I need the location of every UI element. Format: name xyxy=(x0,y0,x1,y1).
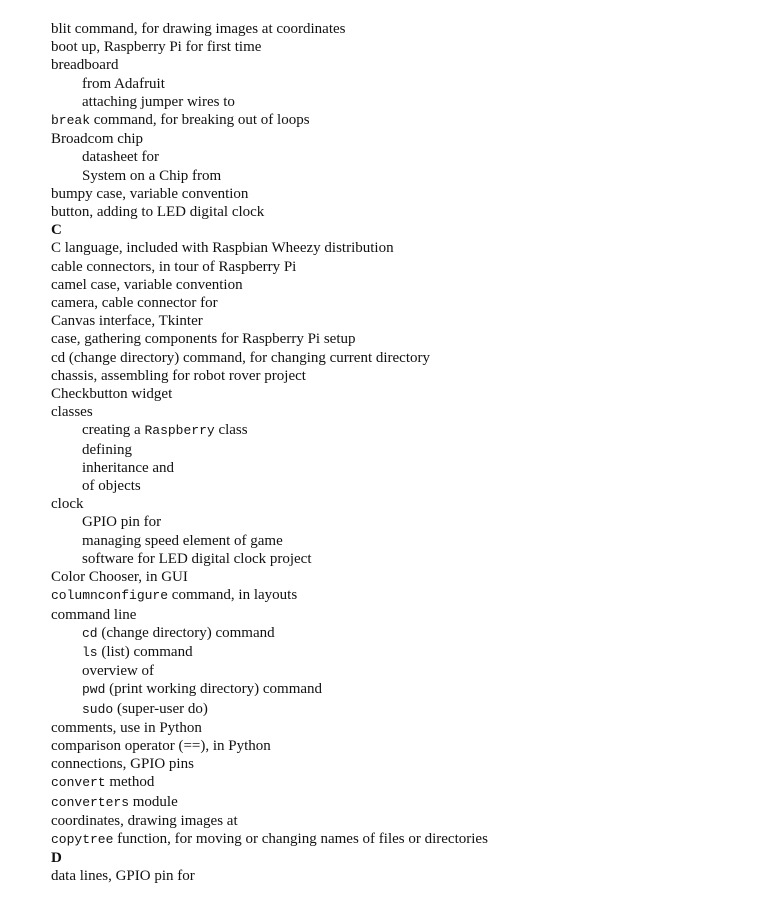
index-subentry xyxy=(51,75,751,93)
index-text: module xyxy=(129,793,178,810)
index-text: Color Chooser, in GUI xyxy=(51,569,188,586)
index-subentry xyxy=(51,662,751,680)
index-text: blit command, for drawing images at coordinates xyxy=(51,21,346,37)
index-entry xyxy=(51,385,751,403)
index-subentry xyxy=(51,167,751,185)
index-entry xyxy=(51,719,751,737)
index-entry xyxy=(51,349,751,367)
index-entry xyxy=(51,773,751,792)
index-entry xyxy=(51,367,751,385)
index-text: camel case, variable convention xyxy=(51,276,243,293)
index-entry xyxy=(51,793,751,812)
index-text: from Adafruit xyxy=(82,75,165,92)
index-text: connections, GPIO pins xyxy=(51,756,194,773)
index-text: (change directory) command xyxy=(97,624,275,641)
index-text: class xyxy=(214,422,248,439)
index-entry xyxy=(51,312,751,330)
index-subentry xyxy=(51,550,751,568)
index-subentry xyxy=(51,624,751,643)
index-text: overview of xyxy=(82,663,155,680)
index-text: of objects xyxy=(82,478,141,495)
index-text: software for LED digital clock project xyxy=(82,550,312,567)
index-text: C xyxy=(51,222,62,239)
index-text: camera, cable connector for xyxy=(51,295,218,312)
index-text: (list) command xyxy=(97,643,193,660)
index-text: System on a Chip from xyxy=(82,167,222,184)
index-letter-heading xyxy=(51,221,751,239)
index-text: attaching jumper wires to xyxy=(82,93,235,110)
index-entry xyxy=(51,203,751,221)
index-code-term: copytree xyxy=(51,831,114,847)
index-subentry xyxy=(51,93,751,111)
index-letter-heading xyxy=(51,849,751,867)
index-text: D xyxy=(51,850,62,867)
index-entry xyxy=(51,812,751,830)
index-text: comments, use in Python xyxy=(51,719,202,736)
index-text: Canvas interface, Tkinter xyxy=(51,313,203,330)
index-entry xyxy=(51,56,751,74)
index-text: classes xyxy=(51,404,93,421)
index-text: defining xyxy=(82,441,132,458)
index-code-term: convert xyxy=(51,775,106,791)
index-code-term: converters xyxy=(51,794,130,810)
index-text: case, gathering components for Raspberry Pi setup xyxy=(51,331,356,348)
index-entry xyxy=(51,330,751,348)
index-code-term: pwd xyxy=(82,682,106,698)
index-text: cable connectors, in tour of Raspberry Pi xyxy=(51,258,297,275)
index-entry xyxy=(51,830,751,849)
index-entry xyxy=(51,737,751,755)
index-text: function, for moving or changing names of files or directories xyxy=(113,830,488,847)
index-subentry xyxy=(51,459,751,477)
index-entry xyxy=(51,755,751,773)
index-entry xyxy=(51,20,751,38)
index-text: bumpy case, variable convention xyxy=(51,185,249,202)
index-entry xyxy=(51,111,751,130)
index-entry xyxy=(51,403,751,421)
index-text: clock xyxy=(51,496,84,513)
index-subentry xyxy=(51,643,751,662)
index-text: button, adding to LED digital clock xyxy=(51,204,265,221)
index-code-term: sudo xyxy=(82,701,114,717)
index-code-term: columnconfigure xyxy=(51,588,169,604)
index-text: command line xyxy=(51,606,137,623)
index-text: (print working directory) command xyxy=(105,681,323,698)
index-text: chassis, assembling for robot rover project xyxy=(51,367,306,384)
index-subentry xyxy=(51,148,751,166)
index-entry xyxy=(51,38,751,56)
index-entry xyxy=(51,586,751,605)
index-text: GPIO pin for xyxy=(82,514,162,531)
index-text: Broadcom chip xyxy=(51,131,144,148)
index-entry xyxy=(51,495,751,513)
index-code-term: Raspberry xyxy=(144,423,215,439)
index-entry xyxy=(51,239,751,257)
index-code-term: break xyxy=(51,113,91,129)
index-entry xyxy=(51,276,751,294)
index-text: breadboard xyxy=(51,57,119,74)
book-index-page xyxy=(51,20,751,886)
index-entry xyxy=(51,294,751,312)
index-entry xyxy=(51,258,751,276)
index-entry xyxy=(51,568,751,586)
index-text: data lines, GPIO pin for xyxy=(51,868,195,885)
index-subentry xyxy=(51,421,751,440)
index-text: coordinates, drawing images at xyxy=(51,812,238,829)
index-entry xyxy=(51,185,751,203)
index-text: boot up, Raspberry Pi for first time xyxy=(51,39,262,56)
index-text: method xyxy=(105,774,155,791)
index-subentry xyxy=(51,532,751,550)
index-text: cd (change directory) command, for changing current directory xyxy=(51,349,430,366)
index-entry xyxy=(51,867,751,885)
index-text: creating a xyxy=(82,422,145,439)
index-subentry xyxy=(51,680,751,699)
index-code-term: ls xyxy=(82,644,98,660)
index-subentry xyxy=(51,477,751,495)
index-entry xyxy=(51,606,751,624)
index-text: (super-user do) xyxy=(113,700,208,717)
index-subentry xyxy=(51,441,751,459)
index-text: command, for breaking out of loops xyxy=(90,112,310,129)
index-entry xyxy=(51,130,751,148)
index-list xyxy=(51,20,751,886)
index-text: managing speed element of game xyxy=(82,532,283,549)
index-text: command, in layouts xyxy=(168,587,298,604)
index-text: inheritance and xyxy=(82,459,175,476)
index-text: comparison operator (==), in Python xyxy=(51,737,271,754)
index-subentry xyxy=(51,700,751,719)
index-text: Checkbutton widget xyxy=(51,386,173,403)
index-code-term: cd xyxy=(82,625,98,641)
index-text: datasheet for xyxy=(82,149,160,166)
index-subentry xyxy=(51,513,751,531)
index-text: C language, included with Raspbian Wheezy distribution xyxy=(51,240,394,257)
